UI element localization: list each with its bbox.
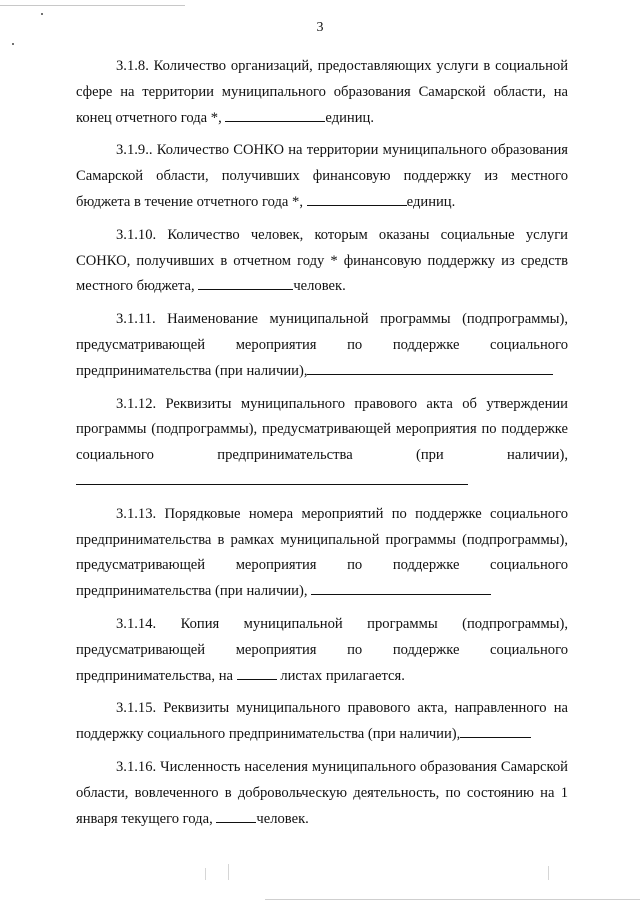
fill-in-blank [216, 808, 256, 823]
paragraph-3-1-8 [76, 54, 568, 131]
paragraph-text: 3.1.11. Наименование муниципальной программы (подпрограммы), предусматривающей мероприятия по поддержке социального предпринимательства (при наличии), [76, 311, 568, 379]
paragraph-3-1-13 [76, 502, 568, 605]
fill-in-blank [237, 665, 277, 680]
top-edge-rule [0, 5, 185, 6]
paragraph-text-end: единиц. [325, 109, 375, 126]
paragraph-text-end: человек. [256, 810, 309, 827]
paragraph-text-end: человек. [293, 278, 346, 295]
bottom-edge-rule [265, 899, 640, 900]
paragraph-text: 3.1.12. Реквизиты муниципального правового акта об утверждении программы (подпрограммы), предусматривающей мероприятия по поддержке социального предпринимательства (при наличии), [76, 395, 568, 464]
fill-in-blank [225, 107, 325, 122]
paragraph-text-end: единиц. [406, 193, 456, 210]
scan-speck [41, 13, 43, 15]
paragraph-3-1-15 [76, 696, 568, 748]
scan-artifact-mark [228, 864, 229, 880]
fill-in-blank [311, 580, 491, 595]
paragraph-text: 3.1.15. Реквизиты муниципального правового акта, направленного на поддержку социального предпринимательства (при наличии), [76, 700, 568, 743]
fill-in-blank [198, 275, 293, 290]
paragraph-text: 3.1.16. Численность населения муниципального образования Самарской области, вовлеченного в добровольческую деятельность, по состоянию на 1 января текущего года, [76, 758, 568, 827]
paragraph-3-1-9 [76, 138, 568, 215]
paragraph-text: 3.1.13. Порядковые номера мероприятий по поддержке социального предпринимательства в рамках муниципальной программы (подпрограммы), предусматривающей мероприятия по поддержке социального предпринимательства (при наличии), [76, 505, 568, 600]
page-number: 3 [316, 20, 324, 35]
scan-artifact-mark [548, 866, 549, 880]
paragraph-text: 3.1.14. Копия муниципальной программы (подпрограммы), предусматривающей мероприятия по поддержке социального предпринимательства, на [76, 615, 568, 684]
paragraph-text-end: листах прилагается. [280, 667, 405, 684]
paragraph-3-1-14 [76, 612, 568, 689]
fill-in-blank [76, 470, 468, 485]
paragraph-text: 3.1.9.. Количество СОНКО на территории муниципального образования Самарской области, получивших финансовую поддержку из местного бюджета в течение отчетного года *, [76, 142, 568, 210]
fill-in-blank [307, 191, 407, 206]
paragraph-text: 3.1.8. Количество организаций, предоставляющих услуги в социальной сфере на территории муниципального образования Самарской области, на конец отчетного года *, [76, 58, 568, 126]
paragraph-3-1-12 [76, 392, 568, 495]
document-body [76, 54, 568, 839]
fill-in-blank [460, 723, 531, 738]
paragraph-3-1-11 [76, 307, 568, 384]
paragraph-text: 3.1.10. Количество человек, которым оказаны социальные услуги СОНКО, получивших в отчетном году * финансовую поддержку из средств местного бюджета, [76, 226, 568, 295]
scan-artifact-mark [205, 868, 206, 880]
paragraph-3-1-10 [76, 223, 568, 300]
scan-speck [12, 43, 14, 45]
paragraph-3-1-16 [76, 755, 568, 832]
fill-in-blank [307, 360, 553, 375]
